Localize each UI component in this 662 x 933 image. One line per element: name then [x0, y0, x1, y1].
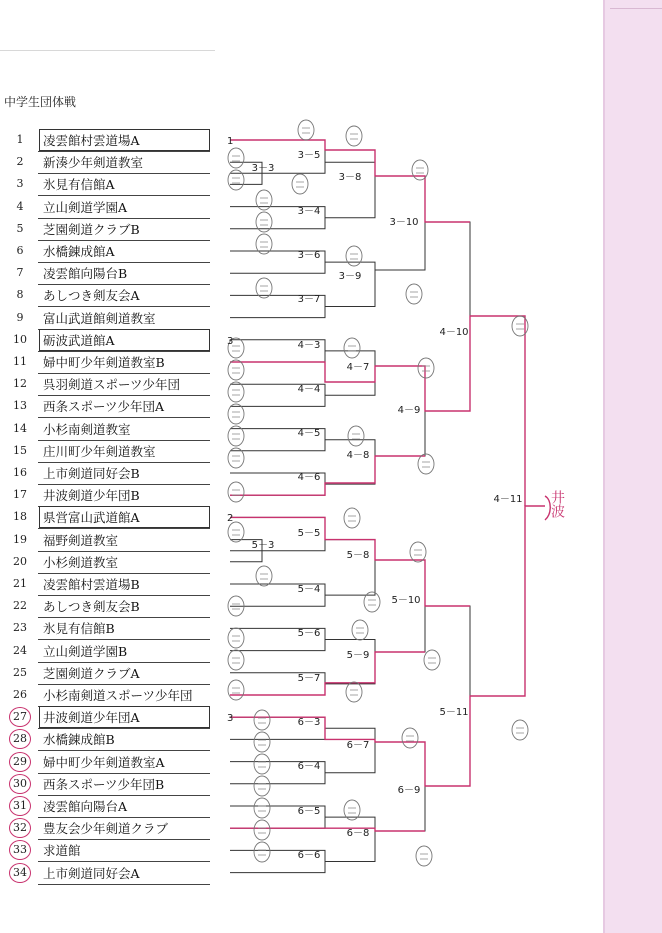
team-number: 2 [16, 155, 24, 169]
team-name: 小杉南剣道スポーツ少年団 [43, 688, 193, 703]
team-number: 30 [13, 776, 27, 790]
team-number: 23 [13, 621, 27, 635]
team-name: 凌雲館村雲道場B [43, 577, 140, 592]
pencil-score-circle [228, 482, 244, 502]
pencil-score-marks [228, 120, 528, 866]
match-line [325, 540, 375, 596]
team-name: 西条スポーツ少年団A [43, 399, 165, 415]
match-label: 4－3 [297, 340, 321, 351]
pencil-score-circle [228, 628, 244, 648]
team-name: 県営富山武道館A [43, 510, 140, 526]
page-title: 中学生団体戦 [4, 95, 77, 109]
team-number: 3 [16, 177, 24, 191]
team-name: 小杉剣道教室 [43, 554, 119, 570]
team-number: 26 [13, 688, 27, 701]
pencil-score-circle [416, 846, 432, 866]
team-name: 芝園剣道クラブB [43, 221, 140, 237]
team-name: 水橋錬成館B [43, 732, 115, 748]
team-number: 18 [13, 510, 27, 524]
match-label: 6－4 [297, 761, 321, 772]
team-name: 福野剣道教室 [43, 532, 119, 548]
team-number: 8 [16, 288, 24, 302]
match-label: 6－3 [297, 717, 321, 728]
winner-path [230, 517, 470, 606]
pencil-score-circle [346, 126, 362, 146]
bracket-lines [230, 140, 545, 873]
match-label: 4－9 [397, 405, 421, 416]
team-number: 14 [13, 421, 27, 435]
team-name: 凌雲館村雲道場A [43, 133, 140, 148]
pencil-score-circle [228, 148, 244, 168]
match-line [325, 440, 375, 484]
team-name: 庄川町少年剣道教室 [43, 443, 156, 459]
pencil-score-circle [254, 732, 270, 752]
pencil-score-circle [424, 650, 440, 670]
pencil-score-circle [228, 360, 244, 380]
team-number: 34 [13, 865, 27, 879]
team-number: 22 [13, 599, 27, 613]
team-name: あしつき剣友会B [43, 599, 140, 615]
team-number: 10 [13, 332, 27, 346]
team-name: 立山剣道学園A [43, 199, 128, 215]
seed-mark: 3 [227, 713, 234, 724]
winner-path [230, 828, 425, 831]
team-name: 西条スポーツ少年団B [43, 776, 165, 792]
pencil-score-circle [512, 720, 528, 740]
match-line [325, 640, 375, 684]
pencil-score-circle [344, 338, 360, 358]
team-name: 氷見有信館B [43, 621, 115, 637]
match-label: 5－6 [297, 628, 321, 639]
winner-path-lines [230, 140, 550, 831]
pencil-score-circle [254, 842, 270, 862]
team-name: あしつき剣友会A [43, 288, 140, 304]
team-number: 29 [13, 754, 27, 768]
pencil-score-circle [418, 358, 434, 378]
match-label: 3－10 [389, 217, 419, 228]
team-name: 上市剣道同好会A [43, 865, 140, 881]
team-name: 新湊少年剣道教室 [43, 155, 144, 171]
team-name: 芝園剣道クラブA [43, 665, 140, 681]
team-number: 28 [13, 732, 27, 746]
pencil-score-circle [254, 754, 270, 774]
match-label: 3－5 [297, 150, 321, 161]
pencil-score-circle [228, 382, 244, 402]
match-label: 5－7 [297, 673, 321, 684]
team-name: 婦中町少年剣道教室A [43, 754, 165, 770]
match-line [325, 817, 375, 861]
match-label: 3－8 [338, 172, 362, 183]
match-label: 3－6 [297, 250, 321, 261]
team-number: 1 [16, 133, 24, 146]
team-number: 31 [13, 799, 27, 812]
match-label: 3－7 [297, 294, 321, 305]
team-number: 13 [13, 399, 27, 413]
match-label: 4－5 [297, 428, 321, 439]
pencil-score-circle [254, 776, 270, 796]
pencil-score-circle [346, 682, 362, 702]
team-name: 求道館 [43, 843, 81, 859]
seed-mark: 1 [227, 136, 234, 147]
match-label: 4－7 [346, 362, 370, 373]
pencil-score-circle [254, 710, 270, 730]
team-name: 氷見有信館A [43, 177, 115, 193]
match-label: 6－6 [297, 850, 321, 861]
match-label: 5－3 [251, 540, 275, 551]
team-number: 6 [16, 244, 24, 257]
pencil-score-circle [348, 426, 364, 446]
team-name: 水橋錬成館A [43, 244, 115, 259]
winner-path [230, 506, 545, 786]
seed-mark: 2 [227, 513, 234, 524]
pencil-score-circle [410, 542, 426, 562]
team-name: 立山剣道学園B [43, 643, 128, 659]
match-label: 3－9 [338, 271, 362, 282]
pencil-score-circle [254, 798, 270, 818]
match-label: 6－7 [346, 740, 370, 751]
match-label: 3－3 [251, 163, 275, 174]
team-number: 17 [13, 488, 27, 502]
winner-path [230, 456, 425, 495]
match-line [470, 316, 525, 696]
team-name: 砺波武道館A [43, 332, 115, 348]
team-name: 井波剣道少年団A [43, 710, 140, 726]
team-number: 4 [16, 199, 24, 213]
match-line [425, 222, 470, 411]
match-label: 5－11 [439, 707, 469, 718]
match-line [325, 162, 375, 218]
match-label: 5－10 [391, 595, 421, 606]
team-number: 27 [13, 710, 27, 724]
pencil-score-circle [256, 566, 272, 586]
pencil-score-circle [418, 454, 434, 474]
match-label: 5－8 [346, 550, 370, 561]
team-number: 25 [13, 665, 27, 679]
winner-path [230, 316, 525, 506]
team-number: 5 [16, 221, 24, 235]
team-number: 15 [13, 443, 27, 457]
team-number: 20 [13, 554, 27, 568]
team-number: 9 [16, 310, 24, 324]
pencil-score-circle [412, 160, 428, 180]
team-name: 小杉南剣道教室 [43, 421, 131, 437]
pencil-score-circle [228, 404, 244, 424]
pencil-score-circle [406, 284, 422, 304]
team-number: 32 [13, 821, 27, 835]
match-label: 4－4 [297, 384, 321, 395]
pencil-score-circle [254, 820, 270, 840]
match-line [425, 606, 470, 786]
team-number: 7 [16, 266, 24, 280]
match-label: 4－8 [346, 450, 370, 461]
pencil-score-circle [344, 508, 360, 528]
pencil-score-circle [346, 246, 362, 266]
match-label: 5－4 [297, 584, 321, 595]
pencil-score-circle [352, 620, 368, 640]
match-line [375, 560, 425, 652]
match-label: 6－9 [397, 785, 421, 796]
pencil-score-circle [298, 120, 314, 140]
team-number: 24 [13, 643, 27, 657]
team-number: 11 [13, 355, 27, 368]
team-number: 21 [13, 577, 27, 590]
match-labels [252, 150, 523, 861]
match-label: 4－6 [297, 472, 321, 483]
pencil-score-circle [402, 728, 418, 748]
team-name: 凌雲館向陽台A [43, 799, 128, 814]
pencil-score-circle [228, 680, 244, 700]
team-name: 富山武道館剣道教室 [43, 310, 156, 326]
team-number: 33 [13, 843, 27, 857]
match-line [325, 262, 375, 306]
team-number: 16 [13, 466, 27, 479]
pencil-score-circle [292, 174, 308, 194]
winner-path [230, 652, 425, 695]
match-label: 6－5 [297, 806, 321, 817]
winner-handwritten-note: 井波 [549, 490, 565, 518]
match-label: 5－5 [297, 528, 321, 539]
seed-mark: 3 [227, 336, 234, 347]
match-label: 5－9 [346, 650, 370, 661]
match-label: 6－8 [346, 828, 370, 839]
team-number: 12 [13, 377, 27, 391]
team-name: 井波剣道少年団B [43, 488, 140, 504]
match-label: 3－4 [297, 206, 321, 217]
match-label: 4－11 [493, 494, 523, 505]
pencil-score-circle [228, 650, 244, 670]
match-label: 4－10 [439, 327, 469, 338]
team-name: 呉羽剣道スポーツ少年団 [43, 377, 181, 393]
team-name: 凌雲館向陽台B [43, 266, 128, 282]
team-name: 豊友会少年剣道クラブ [43, 821, 169, 837]
team-name: 婦中町少年剣道教室B [43, 355, 165, 370]
pencil-score-circle [228, 522, 244, 542]
team-number: 19 [13, 532, 27, 546]
team-name: 上市剣道同好会B [43, 466, 140, 481]
